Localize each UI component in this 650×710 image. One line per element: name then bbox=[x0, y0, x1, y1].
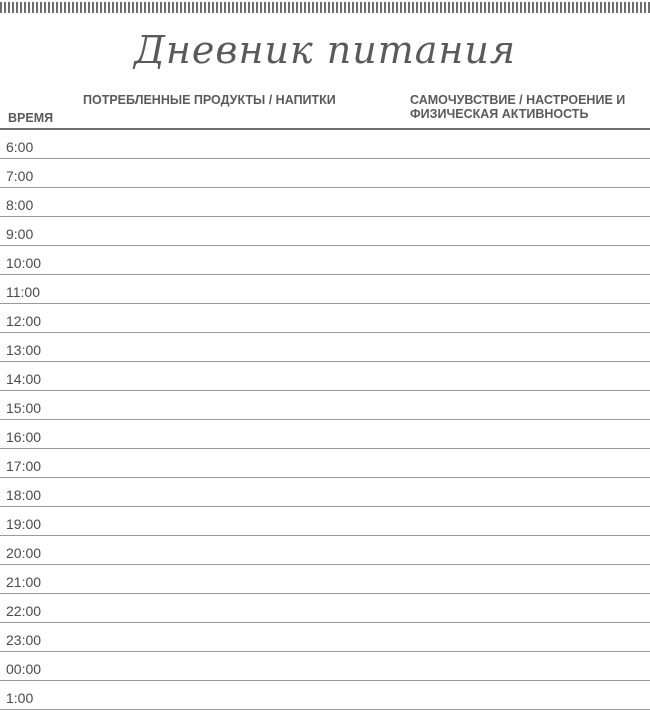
spiral-binding bbox=[0, 2, 650, 13]
table-row[interactable] bbox=[0, 217, 650, 246]
table-row[interactable] bbox=[0, 333, 650, 362]
table-row[interactable] bbox=[0, 246, 650, 275]
row-time: 10:00 bbox=[6, 255, 42, 271]
row-time: 9:00 bbox=[6, 226, 34, 242]
table-row[interactable] bbox=[0, 275, 650, 304]
table-row[interactable] bbox=[0, 623, 650, 652]
row-time: 7:00 bbox=[6, 168, 34, 184]
row-time: 20:00 bbox=[6, 545, 42, 561]
row-time: 11:00 bbox=[6, 284, 40, 300]
row-time: 6:00 bbox=[6, 139, 34, 155]
row-time: 21:00 bbox=[6, 574, 42, 590]
table-row[interactable] bbox=[0, 449, 650, 478]
table-row[interactable] bbox=[0, 188, 650, 217]
table-row[interactable] bbox=[0, 565, 650, 594]
row-time: 16:00 bbox=[6, 429, 42, 445]
table-row[interactable] bbox=[0, 420, 650, 449]
row-time: 18:00 bbox=[6, 487, 42, 503]
table-row[interactable] bbox=[0, 391, 650, 420]
diary-table bbox=[0, 130, 650, 710]
column-header-feeling: САМОЧУВСТВИЕ / НАСТРОЕНИЕ И ФИЗИЧЕСКАЯ АКТИВНОСТЬ bbox=[410, 93, 626, 121]
row-time: 8:00 bbox=[6, 197, 34, 213]
table-row[interactable] bbox=[0, 159, 650, 188]
table-row[interactable] bbox=[0, 478, 650, 507]
row-time: 00:00 bbox=[6, 661, 42, 677]
row-time: 23:00 bbox=[6, 632, 42, 648]
table-row[interactable] bbox=[0, 652, 650, 681]
row-time: 15:00 bbox=[6, 400, 42, 416]
table-row[interactable] bbox=[0, 507, 650, 536]
page-title: Дневник питания bbox=[133, 28, 517, 72]
table-row[interactable] bbox=[0, 304, 650, 333]
row-time: 13:00 bbox=[6, 342, 42, 358]
column-header-time: ВРЕМЯ bbox=[8, 111, 54, 125]
table-row[interactable] bbox=[0, 681, 650, 710]
row-time: 14:00 bbox=[6, 371, 42, 387]
row-time: 12:00 bbox=[6, 313, 42, 329]
row-time: 17:00 bbox=[6, 458, 42, 474]
table-row[interactable] bbox=[0, 594, 650, 623]
row-time: 1:00 bbox=[6, 690, 34, 706]
column-header-products: ПОТРЕБЛЕННЫЕ ПРОДУКТЫ / НАПИТКИ bbox=[83, 93, 336, 107]
table-row[interactable] bbox=[0, 536, 650, 565]
table-row[interactable] bbox=[0, 362, 650, 391]
row-time: 19:00 bbox=[6, 516, 42, 532]
row-time: 22:00 bbox=[6, 603, 42, 619]
table-row[interactable] bbox=[0, 130, 650, 159]
